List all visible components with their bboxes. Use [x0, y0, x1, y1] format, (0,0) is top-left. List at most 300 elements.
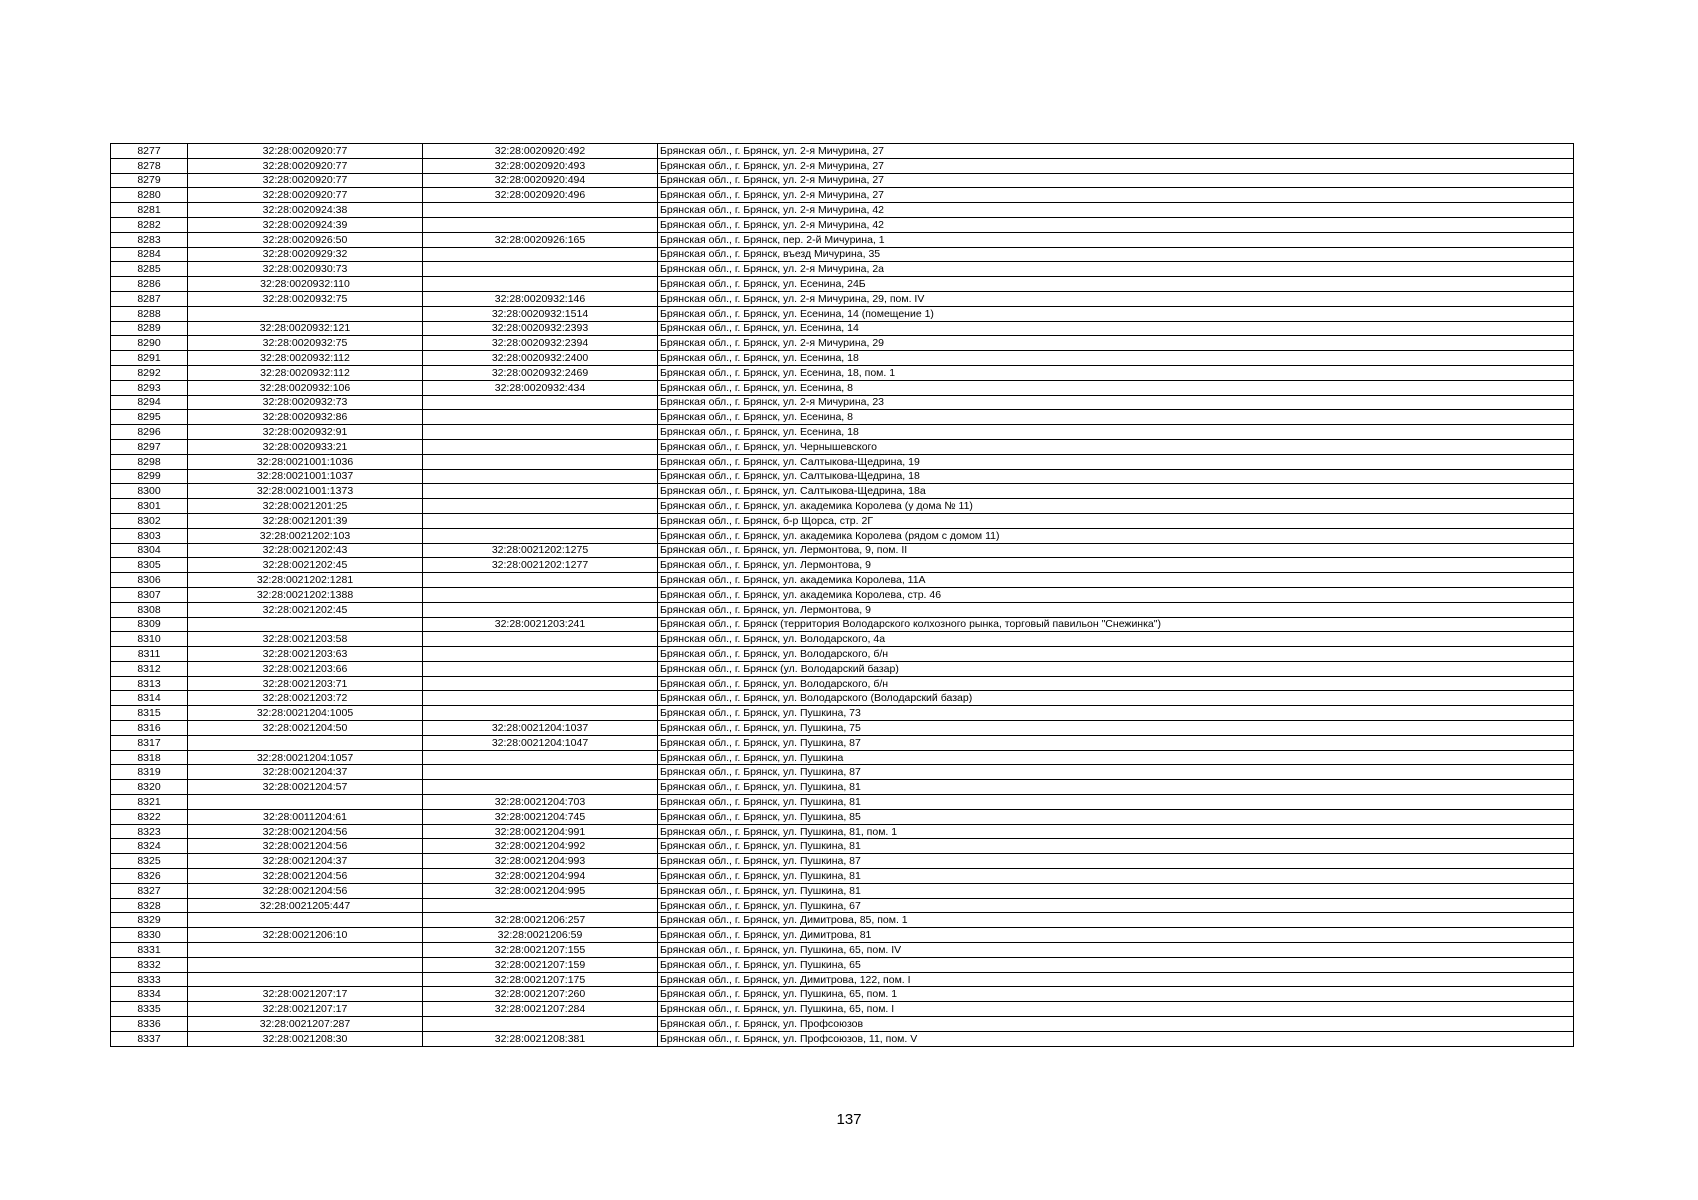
building-number-cell [423, 587, 658, 602]
address-cell: Брянская обл., г. Брянск, ул. 2-я Мичурина, 23 [658, 395, 1574, 410]
building-number-cell: 32:28:0020932:2400 [423, 351, 658, 366]
building-number-cell: 32:28:0021204:1047 [423, 735, 658, 750]
table-row [111, 306, 1574, 321]
building-number-cell [423, 454, 658, 469]
row-number-cell: 8321 [111, 795, 188, 810]
row-number-cell: 8324 [111, 839, 188, 854]
land-parcel-number-cell: 32:28:0020932:73 [188, 395, 423, 410]
table-row [111, 617, 1574, 632]
row-number-cell: 8287 [111, 291, 188, 306]
address-cell: Брянская обл., г. Брянск, ул. Есенина, 8 [658, 380, 1574, 395]
land-parcel-number-cell: 32:28:0021204:1057 [188, 750, 423, 765]
row-number-cell: 8325 [111, 854, 188, 869]
address-cell: Брянская обл., г. Брянск, ул. Профсоюзов, 11, пом. V [658, 1031, 1574, 1046]
address-cell: Брянская обл., г. Брянск (ул. Володарский базар) [658, 661, 1574, 676]
table-row [111, 750, 1574, 765]
land-parcel-number-cell: 32:28:0021204:57 [188, 780, 423, 795]
building-number-cell: 32:28:0020932:434 [423, 380, 658, 395]
address-cell: Брянская обл., г. Брянск, ул. Димитрова, 81 [658, 928, 1574, 943]
row-number-cell: 8286 [111, 277, 188, 292]
row-number-cell: 8293 [111, 380, 188, 395]
land-parcel-number-cell: 32:28:0021203:63 [188, 647, 423, 662]
table-row [111, 425, 1574, 440]
address-cell: Брянская обл., г. Брянск, ул. Володарского, 4а [658, 632, 1574, 647]
building-number-cell [423, 573, 658, 588]
row-number-cell: 8323 [111, 824, 188, 839]
address-cell: Брянская обл., г. Брянск, ул. Пушкина, 81, пом. 1 [658, 824, 1574, 839]
land-parcel-number-cell: 32:28:0021206:10 [188, 928, 423, 943]
row-number-cell: 8277 [111, 144, 188, 159]
address-cell: Брянская обл., г. Брянск, ул. академика Королева, стр. 46 [658, 587, 1574, 602]
building-number-cell: 32:28:0020932:1514 [423, 306, 658, 321]
building-number-cell [423, 765, 658, 780]
table-row [111, 898, 1574, 913]
table-row [111, 439, 1574, 454]
address-cell: Брянская обл., г. Брянск, ул. академика Королева (у дома № 11) [658, 499, 1574, 514]
row-number-cell: 8328 [111, 898, 188, 913]
building-number-cell [423, 1017, 658, 1032]
row-number-cell: 8314 [111, 691, 188, 706]
row-number-cell: 8311 [111, 647, 188, 662]
land-parcel-number-cell: 32:28:0021201:25 [188, 499, 423, 514]
building-number-cell [423, 395, 658, 410]
table-row [111, 528, 1574, 543]
table-row [111, 454, 1574, 469]
row-number-cell: 8283 [111, 232, 188, 247]
land-parcel-number-cell: 32:28:0020920:77 [188, 173, 423, 188]
building-number-cell [423, 632, 658, 647]
table-row [111, 676, 1574, 691]
land-parcel-number-cell: 32:28:0020933:21 [188, 439, 423, 454]
page-number: 137 [836, 1111, 862, 1128]
land-parcel-number-cell: 32:28:0021207:17 [188, 1002, 423, 1017]
row-number-cell: 8327 [111, 883, 188, 898]
table-row [111, 291, 1574, 306]
building-number-cell: 32:28:0020920:496 [423, 188, 658, 203]
land-parcel-number-cell: 32:28:0021202:43 [188, 543, 423, 558]
building-number-cell: 32:28:0021207:159 [423, 957, 658, 972]
table-row [111, 765, 1574, 780]
table-row [111, 188, 1574, 203]
address-cell: Брянская обл., г. Брянск, ул. Пушкина, 87 [658, 854, 1574, 869]
land-parcel-number-cell: 32:28:0020930:73 [188, 262, 423, 277]
land-parcel-number-cell: 32:28:0021204:37 [188, 765, 423, 780]
land-parcel-number-cell: 32:28:0021001:1037 [188, 469, 423, 484]
land-parcel-number-cell [188, 306, 423, 321]
land-parcel-number-cell: 32:28:0021205:447 [188, 898, 423, 913]
row-number-cell: 8290 [111, 336, 188, 351]
building-number-cell: 32:28:0021202:1277 [423, 558, 658, 573]
row-number-cell: 8310 [111, 632, 188, 647]
address-cell: Брянская обл., г. Брянск, ул. Пушкина, 81 [658, 780, 1574, 795]
building-number-cell: 32:28:0020926:165 [423, 232, 658, 247]
table-row [111, 780, 1574, 795]
land-parcel-number-cell: 32:28:0021001:1036 [188, 454, 423, 469]
row-number-cell: 8307 [111, 587, 188, 602]
building-number-cell [423, 750, 658, 765]
table-row [111, 1017, 1574, 1032]
address-cell: Брянская обл., г. Брянск, ул. Пушкина, 81 [658, 869, 1574, 884]
building-number-cell [423, 469, 658, 484]
building-number-cell [423, 661, 658, 676]
building-number-cell: 32:28:0021204:991 [423, 824, 658, 839]
row-number-cell: 8322 [111, 809, 188, 824]
address-cell: Брянская обл., г. Брянск, ул. Володарского, б/н [658, 676, 1574, 691]
row-number-cell: 8319 [111, 765, 188, 780]
address-cell: Брянская обл., г. Брянск, ул. Пушкина, 81 [658, 839, 1574, 854]
address-cell: Брянская обл., г. Брянск, ул. Пушкина, 75 [658, 721, 1574, 736]
table-row [111, 928, 1574, 943]
building-number-cell: 32:28:0021207:284 [423, 1002, 658, 1017]
registry-table [110, 143, 1574, 1047]
address-cell: Брянская обл., г. Брянск, ул. Пушкина [658, 750, 1574, 765]
building-number-cell [423, 277, 658, 292]
table-row [111, 144, 1574, 159]
table-row [111, 336, 1574, 351]
building-number-cell: 32:28:0020932:2394 [423, 336, 658, 351]
table-row [111, 484, 1574, 499]
address-cell: Брянская обл., г. Брянск, ул. Есенина, 18 [658, 351, 1574, 366]
table-row [111, 351, 1574, 366]
address-cell: Брянская обл., г. Брянск, ул. Пушкина, 81 [658, 883, 1574, 898]
row-number-cell: 8309 [111, 617, 188, 632]
table-row [111, 277, 1574, 292]
address-cell: Брянская обл., г. Брянск, ул. Есенина, 14 [658, 321, 1574, 336]
land-parcel-number-cell: 32:28:0020932:121 [188, 321, 423, 336]
row-number-cell: 8337 [111, 1031, 188, 1046]
table-row [111, 410, 1574, 425]
address-cell: Брянская обл., г. Брянск, ул. 2-я Мичурина, 27 [658, 158, 1574, 173]
building-number-cell: 32:28:0021206:59 [423, 928, 658, 943]
building-number-cell [423, 203, 658, 218]
building-number-cell [423, 676, 658, 691]
address-cell: Брянская обл., г. Брянск, ул. Пушкина, 81 [658, 795, 1574, 810]
table-row [111, 854, 1574, 869]
table-row [111, 913, 1574, 928]
row-number-cell: 8326 [111, 869, 188, 884]
table-row [111, 824, 1574, 839]
table-row [111, 957, 1574, 972]
table-row [111, 558, 1574, 573]
table-row [111, 247, 1574, 262]
table-row [111, 647, 1574, 662]
building-number-cell: 32:28:0021207:175 [423, 972, 658, 987]
address-cell: Брянская обл., г. Брянск, ул. Есенина, 18 [658, 425, 1574, 440]
building-number-cell: 32:28:0020932:2393 [423, 321, 658, 336]
land-parcel-number-cell: 32:28:0021202:1388 [188, 587, 423, 602]
address-cell: Брянская обл., г. Брянск, ул. Пушкина, 65, пом. IV [658, 943, 1574, 958]
table-row [111, 173, 1574, 188]
building-number-cell: 32:28:0021204:993 [423, 854, 658, 869]
table-row [111, 883, 1574, 898]
row-number-cell: 8285 [111, 262, 188, 277]
land-parcel-number-cell [188, 795, 423, 810]
row-number-cell: 8336 [111, 1017, 188, 1032]
address-cell: Брянская обл., г. Брянск, ул. Профсоюзов [658, 1017, 1574, 1032]
address-cell: Брянская обл., г. Брянск, ул. 2-я Мичурина, 29, пом. IV [658, 291, 1574, 306]
building-number-cell [423, 410, 658, 425]
address-cell: Брянская обл., г. Брянск, ул. Есенина, 18, пом. 1 [658, 365, 1574, 380]
table-row [111, 809, 1574, 824]
row-number-cell: 8333 [111, 972, 188, 987]
land-parcel-number-cell: 32:28:0021204:56 [188, 869, 423, 884]
building-number-cell [423, 602, 658, 617]
building-number-cell [423, 780, 658, 795]
building-number-cell: 32:28:0020932:2469 [423, 365, 658, 380]
address-cell: Брянская обл., г. Брянск, ул. Лермонтова, 9, пом. II [658, 543, 1574, 558]
row-number-cell: 8329 [111, 913, 188, 928]
row-number-cell: 8312 [111, 661, 188, 676]
address-cell: Брянская обл., г. Брянск, ул. Пушкина, 67 [658, 898, 1574, 913]
table-row [111, 795, 1574, 810]
address-cell: Брянская обл., г. Брянск, ул. академика Королева, 11А [658, 573, 1574, 588]
address-cell: Брянская обл., г. Брянск, ул. 2-я Мичурина, 42 [658, 217, 1574, 232]
land-parcel-number-cell: 32:28:0021202:45 [188, 602, 423, 617]
table-row [111, 158, 1574, 173]
row-number-cell: 8289 [111, 321, 188, 336]
row-number-cell: 8288 [111, 306, 188, 321]
land-parcel-number-cell: 32:28:0020932:110 [188, 277, 423, 292]
land-parcel-number-cell: 32:28:0020932:106 [188, 380, 423, 395]
building-number-cell: 32:28:0021204:995 [423, 883, 658, 898]
table-row [111, 469, 1574, 484]
building-number-cell [423, 425, 658, 440]
address-cell: Брянская обл., г. Брянск, ул. 2-я Мичурина, 27 [658, 188, 1574, 203]
land-parcel-number-cell [188, 617, 423, 632]
table-row [111, 232, 1574, 247]
table-row [111, 632, 1574, 647]
row-number-cell: 8279 [111, 173, 188, 188]
address-cell: Брянская обл., г. Брянск, ул. 2-я Мичурина, 27 [658, 144, 1574, 159]
building-number-cell: 32:28:0020920:494 [423, 173, 658, 188]
building-number-cell: 32:28:0021208:381 [423, 1031, 658, 1046]
row-number-cell: 8316 [111, 721, 188, 736]
land-parcel-number-cell: 32:28:0020920:77 [188, 188, 423, 203]
address-cell: Брянская обл., г. Брянск, ул. Димитрова, 85, пом. 1 [658, 913, 1574, 928]
row-number-cell: 8318 [111, 750, 188, 765]
land-parcel-number-cell: 32:28:0021202:1281 [188, 573, 423, 588]
building-number-cell [423, 217, 658, 232]
address-cell: Брянская обл., г. Брянск, ул. Володарского (Володарский базар) [658, 691, 1574, 706]
row-number-cell: 8298 [111, 454, 188, 469]
row-number-cell: 8313 [111, 676, 188, 691]
address-cell: Брянская обл., г. Брянск, ул. Есенина, 14 (помещение 1) [658, 306, 1574, 321]
row-number-cell: 8306 [111, 573, 188, 588]
row-number-cell: 8295 [111, 410, 188, 425]
table-row [111, 869, 1574, 884]
building-number-cell [423, 247, 658, 262]
address-cell: Брянская обл., г. Брянск, ул. Салтыкова-Щедрина, 18 [658, 469, 1574, 484]
table-row [111, 721, 1574, 736]
land-parcel-number-cell: 32:28:0021202:103 [188, 528, 423, 543]
land-parcel-number-cell: 32:28:0020926:50 [188, 232, 423, 247]
building-number-cell [423, 528, 658, 543]
table-row [111, 543, 1574, 558]
building-number-cell: 32:28:0021207:260 [423, 987, 658, 1002]
address-cell: Брянская обл., г. Брянск, ул. Пушкина, 65, пом. 1 [658, 987, 1574, 1002]
land-parcel-number-cell [188, 735, 423, 750]
address-cell: Брянская обл., г. Брянск, ул. Пушкина, 73 [658, 706, 1574, 721]
address-cell: Брянская обл., г. Брянск, ул. Пушкина, 87 [658, 735, 1574, 750]
row-number-cell: 8305 [111, 558, 188, 573]
land-parcel-number-cell: 32:28:0021204:37 [188, 854, 423, 869]
row-number-cell: 8291 [111, 351, 188, 366]
land-parcel-number-cell [188, 957, 423, 972]
land-parcel-number-cell: 32:28:0020920:77 [188, 144, 423, 159]
land-parcel-number-cell: 32:28:0021202:45 [188, 558, 423, 573]
building-number-cell: 32:28:0021204:992 [423, 839, 658, 854]
land-parcel-number-cell: 32:28:0020932:86 [188, 410, 423, 425]
table-row [111, 587, 1574, 602]
row-number-cell: 8299 [111, 469, 188, 484]
row-number-cell: 8297 [111, 439, 188, 454]
building-number-cell: 32:28:0021204:703 [423, 795, 658, 810]
row-number-cell: 8282 [111, 217, 188, 232]
land-parcel-number-cell: 32:28:0020932:112 [188, 365, 423, 380]
address-cell: Брянская обл., г. Брянск, ул. Есенина, 24Б [658, 277, 1574, 292]
building-number-cell [423, 499, 658, 514]
land-parcel-number-cell: 32:28:0021208:30 [188, 1031, 423, 1046]
address-cell: Брянская обл., г. Брянск, ул. Димитрова, 122, пом. I [658, 972, 1574, 987]
address-cell: Брянская обл., г. Брянск, ул. Лермонтова, 9 [658, 558, 1574, 573]
land-parcel-number-cell: 32:28:0011204:61 [188, 809, 423, 824]
building-number-cell [423, 484, 658, 499]
building-number-cell [423, 439, 658, 454]
land-parcel-number-cell: 32:28:0021207:17 [188, 987, 423, 1002]
land-parcel-number-cell: 32:28:0021207:287 [188, 1017, 423, 1032]
address-cell: Брянская обл., г. Брянск, ул. 2-я Мичурина, 42 [658, 203, 1574, 218]
land-parcel-number-cell: 32:28:0021204:50 [188, 721, 423, 736]
registry-table-body [111, 144, 1574, 1047]
table-row [111, 321, 1574, 336]
row-number-cell: 8332 [111, 957, 188, 972]
table-row [111, 573, 1574, 588]
building-number-cell [423, 691, 658, 706]
table-row [111, 380, 1574, 395]
row-number-cell: 8315 [111, 706, 188, 721]
land-parcel-number-cell: 32:28:0021203:72 [188, 691, 423, 706]
table-row [111, 943, 1574, 958]
row-number-cell: 8301 [111, 499, 188, 514]
building-number-cell: 32:28:0021204:994 [423, 869, 658, 884]
building-number-cell [423, 898, 658, 913]
table-row [111, 365, 1574, 380]
address-cell: Брянская обл., г. Брянск, ул. Чернышевского [658, 439, 1574, 454]
land-parcel-number-cell [188, 943, 423, 958]
land-parcel-number-cell: 32:28:0021204:56 [188, 824, 423, 839]
table-row [111, 661, 1574, 676]
land-parcel-number-cell [188, 913, 423, 928]
building-number-cell: 32:28:0021203:241 [423, 617, 658, 632]
table-row [111, 839, 1574, 854]
land-parcel-number-cell: 32:28:0020924:39 [188, 217, 423, 232]
table-row [111, 262, 1574, 277]
building-number-cell: 32:28:0021202:1275 [423, 543, 658, 558]
land-parcel-number-cell: 32:28:0021204:56 [188, 839, 423, 854]
building-number-cell [423, 513, 658, 528]
table-row [111, 203, 1574, 218]
row-number-cell: 8280 [111, 188, 188, 203]
table-row [111, 1002, 1574, 1017]
row-number-cell: 8296 [111, 425, 188, 440]
address-cell: Брянская обл., г. Брянск, въезд Мичурина, 35 [658, 247, 1574, 262]
address-cell: Брянская обл., г. Брянск, ул. Пушкина, 87 [658, 765, 1574, 780]
table-row [111, 499, 1574, 514]
row-number-cell: 8335 [111, 1002, 188, 1017]
table-row [111, 972, 1574, 987]
address-cell: Брянская обл., г. Брянск, ул. 2-я Мичурина, 27 [658, 173, 1574, 188]
row-number-cell: 8284 [111, 247, 188, 262]
address-cell: Брянская обл., г. Брянск, ул. Салтыкова-Щедрина, 18а [658, 484, 1574, 499]
building-number-cell: 32:28:0021206:257 [423, 913, 658, 928]
building-number-cell: 32:28:0021204:1037 [423, 721, 658, 736]
land-parcel-number-cell: 32:28:0021001:1373 [188, 484, 423, 499]
building-number-cell: 32:28:0020920:492 [423, 144, 658, 159]
building-number-cell: 32:28:0021207:155 [423, 943, 658, 958]
land-parcel-number-cell: 32:28:0021201:39 [188, 513, 423, 528]
table-row [111, 1031, 1574, 1046]
land-parcel-number-cell: 32:28:0021204:56 [188, 883, 423, 898]
land-parcel-number-cell: 32:28:0021203:58 [188, 632, 423, 647]
table-row [111, 691, 1574, 706]
row-number-cell: 8303 [111, 528, 188, 543]
address-cell: Брянская обл., г. Брянск, ул. Лермонтова, 9 [658, 602, 1574, 617]
row-number-cell: 8294 [111, 395, 188, 410]
land-parcel-number-cell: 32:28:0020929:32 [188, 247, 423, 262]
row-number-cell: 8281 [111, 203, 188, 218]
address-cell: Брянская обл., г. Брянск, ул. академика Королева (рядом с домом 11) [658, 528, 1574, 543]
table-row [111, 513, 1574, 528]
address-cell: Брянская обл., г. Брянск, ул. Володарского, б/н [658, 647, 1574, 662]
address-cell: Брянская обл., г. Брянск, ул. Есенина, 8 [658, 410, 1574, 425]
land-parcel-number-cell: 32:28:0021203:71 [188, 676, 423, 691]
row-number-cell: 8320 [111, 780, 188, 795]
address-cell: Брянская обл., г. Брянск, ул. 2-я Мичурина, 29 [658, 336, 1574, 351]
row-number-cell: 8334 [111, 987, 188, 1002]
table-row [111, 602, 1574, 617]
land-parcel-number-cell [188, 972, 423, 987]
address-cell: Брянская обл., г. Брянск, ул. Салтыкова-Щедрина, 19 [658, 454, 1574, 469]
building-number-cell [423, 647, 658, 662]
row-number-cell: 8317 [111, 735, 188, 750]
building-number-cell: 32:28:0020932:146 [423, 291, 658, 306]
address-cell: Брянская обл., г. Брянск, ул. 2-я Мичурина, 2а [658, 262, 1574, 277]
address-cell: Брянская обл., г. Брянск, б-р Щорса, стр. 2Г [658, 513, 1574, 528]
row-number-cell: 8292 [111, 365, 188, 380]
address-cell: Брянская обл., г. Брянск, ул. Пушкина, 65, пом. I [658, 1002, 1574, 1017]
land-parcel-number-cell: 32:28:0021203:66 [188, 661, 423, 676]
land-parcel-number-cell: 32:28:0020924:38 [188, 203, 423, 218]
land-parcel-number-cell: 32:28:0020932:75 [188, 336, 423, 351]
address-cell: Брянская обл., г. Брянск, ул. Пушкина, 65 [658, 957, 1574, 972]
row-number-cell: 8330 [111, 928, 188, 943]
table-row [111, 395, 1574, 410]
address-cell: Брянская обл., г. Брянск, ул. Пушкина, 85 [658, 809, 1574, 824]
land-parcel-number-cell: 32:28:0020932:112 [188, 351, 423, 366]
row-number-cell: 8308 [111, 602, 188, 617]
land-parcel-number-cell: 32:28:0021204:1005 [188, 706, 423, 721]
table-row [111, 987, 1574, 1002]
building-number-cell [423, 706, 658, 721]
table-row [111, 706, 1574, 721]
address-cell: Брянская обл., г. Брянск (территория Володарского колхозного рынка, торговый павильон "Снежинка") [658, 617, 1574, 632]
row-number-cell: 8300 [111, 484, 188, 499]
building-number-cell: 32:28:0021204:745 [423, 809, 658, 824]
land-parcel-number-cell: 32:28:0020920:77 [188, 158, 423, 173]
building-number-cell: 32:28:0020920:493 [423, 158, 658, 173]
table-row [111, 217, 1574, 232]
land-parcel-number-cell: 32:28:0020932:75 [188, 291, 423, 306]
